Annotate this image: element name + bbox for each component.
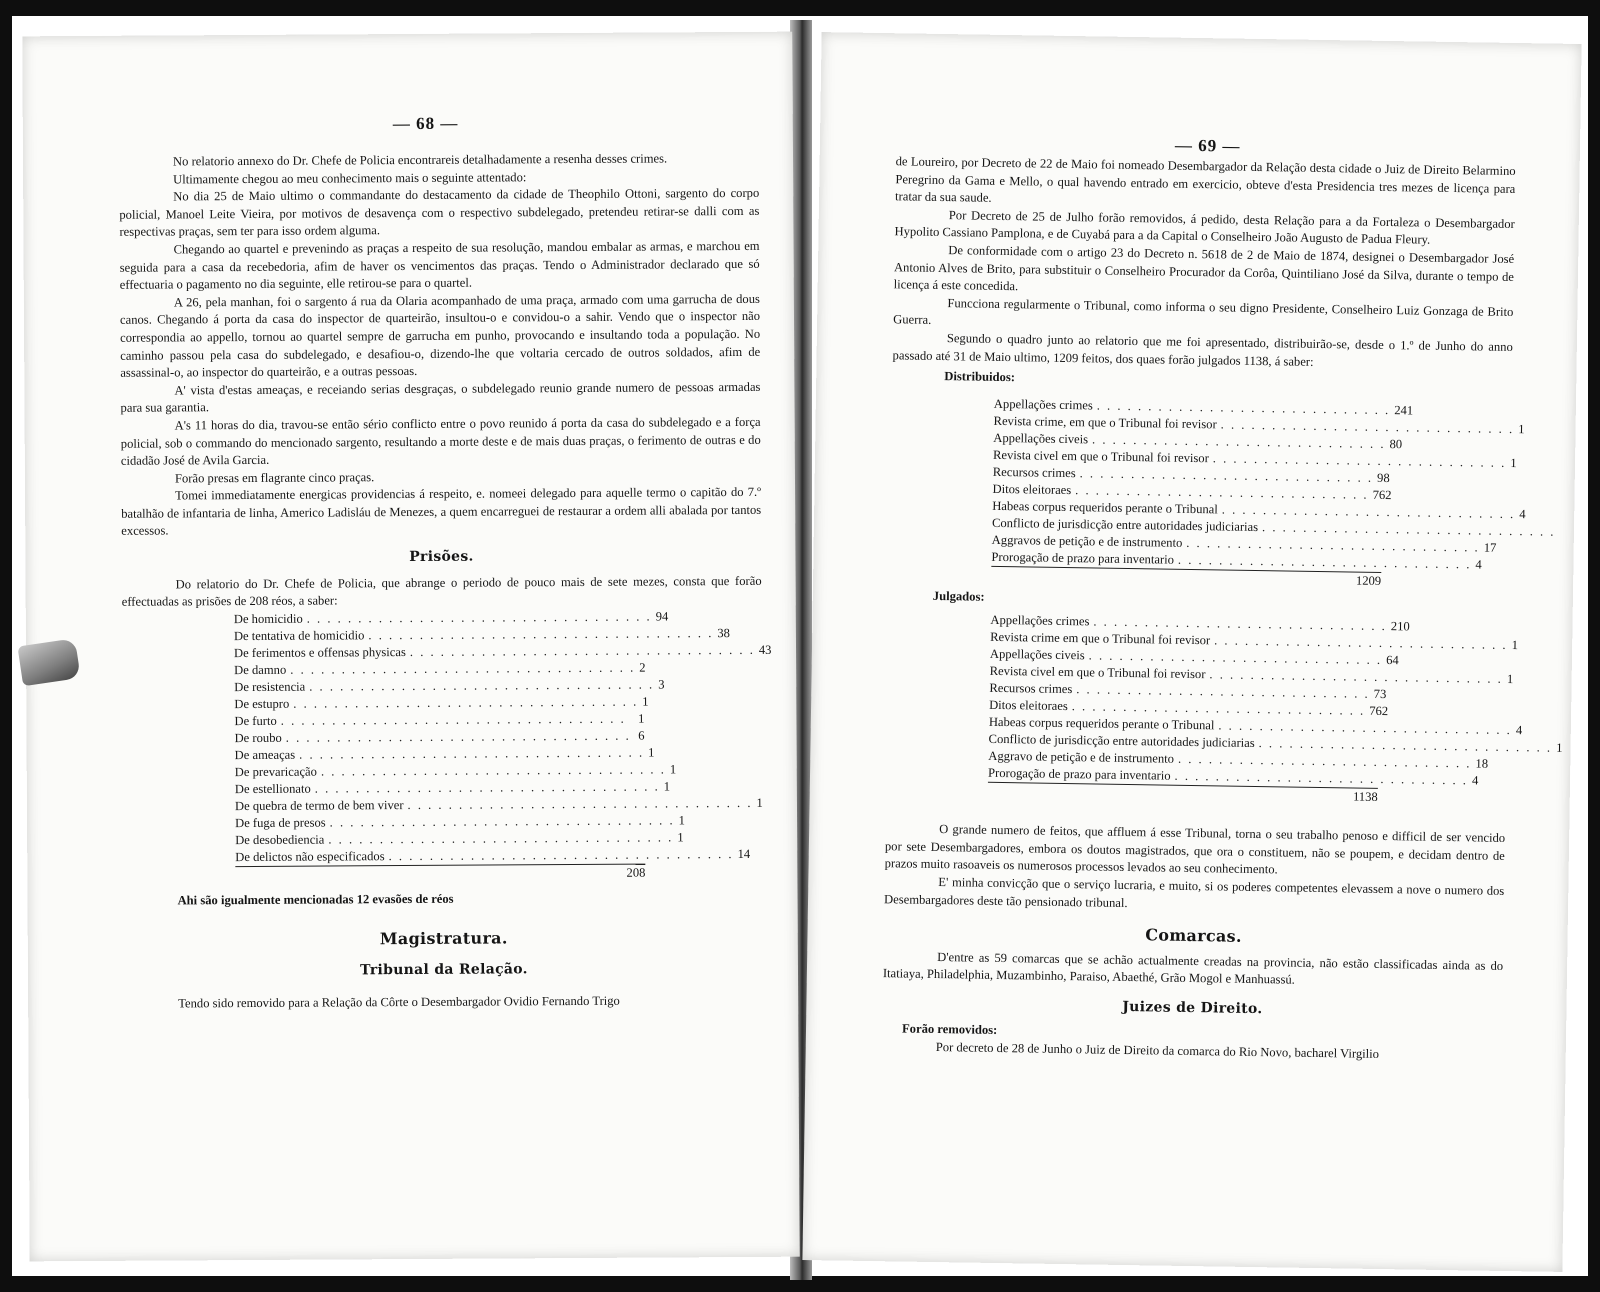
row-value: 1: [669, 762, 677, 777]
row-label: Revista civel em que o Tribunal foi revisor: [989, 663, 1206, 682]
row-value: 1: [1511, 638, 1519, 653]
table-row: Habeas corpus requeridos perante o Tribunal . . . . . . . . . . . . . . . . . . . . . . . . . . . . . 4: [992, 498, 1526, 522]
row-label: De estupro: [234, 696, 290, 711]
row-label: Appellações civeis: [993, 430, 1089, 447]
row-label: Ditos eleitoraes: [989, 697, 1068, 714]
scan-edge-right: [1588, 0, 1600, 1292]
row-value: 1: [642, 694, 649, 709]
row-label: De tentativa de homicidio: [233, 628, 365, 643]
left-page: [22, 32, 799, 1262]
row-value: 1: [1518, 422, 1525, 437]
table-row: Revista crime, em que o Tribunal foi revisor . . . . . . . . . . . . . . . . . . . . . . . . . . . . . 1: [993, 413, 1525, 437]
row-value: 18: [1475, 756, 1489, 771]
table-row: De ameaças . . . . . . . . . . . . . . . . . . . . . . . . . . . . . . . . . . 1: [234, 745, 655, 762]
paragraph: Tomei immediatamente energicas providencias á respeito, e. nomeei delegado para aquelle termo o capitão do 7.º batalhão de infantaria de linha, Americo Ladisláu de Menezes, a quem encarreguei de restaurar a ordem alli abalada por tantos excessos.: [121, 485, 762, 539]
row-value: 17: [1483, 540, 1497, 555]
row-value: 94: [655, 609, 669, 624]
page-number-69: — 69 —: [1174, 135, 1241, 156]
table-row: Recursos crimes . . . . . . . . . . . . . . . . . . . . . . . . . . . . . 98: [992, 464, 1390, 486]
table-row: Conflicto de jurisdicção entre autoridades judiciarias . . . . . . . . . . . . . . . . . . . . . . . . . . . . . 1: [988, 731, 1563, 755]
row-label: Aggravos de petição e de instrumento: [991, 532, 1183, 550]
row-value: 64: [1386, 653, 1399, 668]
scan-edge-left: [0, 0, 12, 1292]
scan-edge-top: [0, 0, 1600, 16]
row-label: Appellações crimes: [990, 612, 1090, 629]
table-row: Appellações civeis . . . . . . . . . . . . . . . . . . . . . . . . . . . . . 64: [989, 646, 1399, 668]
distribuidos-label: Distribuidos:: [944, 369, 1016, 385]
row-value: 1: [678, 813, 685, 828]
table-row: De damno . . . . . . . . . . . . . . . . . . . . . . . . . . . . . . . . . . 2: [234, 660, 646, 677]
table-row: Aggravos de petição e de instrumento . . . . . . . . . . . . . . . . . . . . . . . . . . . . . 17: [991, 532, 1497, 555]
table-row: Conflicto de jurisdicção entre autoridades judiciarias . . . . . . . . . . . . . . . . . . . . . . . . . . . . .: [991, 515, 1556, 539]
row-label: Recursos crimes: [992, 464, 1076, 481]
row-value: 1: [638, 711, 645, 726]
row-label: De prevaricação: [234, 764, 317, 779]
julgados-label: Julgados:: [932, 589, 985, 604]
row-label: Conflicto de jurisdicção entre autoridades judiciarias: [991, 515, 1259, 535]
paragraph: A' vista d'estas ameaças, e receiando serias desgraças, o subdelegado reunio grande numero de pessoas armadas para sua garantia.: [120, 379, 761, 416]
paragraph: E' minha convicção que o serviço lucraria, e muito, si os poderes competentes elevassem a nove o numero dos Desembargadores deste tão pensionado tribunal.: [883, 874, 1505, 910]
section-heading-prisoes: Prisões.: [409, 548, 474, 566]
paragraph: No relatorio annexo do Dr. Chefe de Policia encontrareis detalhadamente a resenha desses crimes.: [172, 151, 668, 169]
row-value: 1: [663, 779, 671, 794]
table-row: Recursos crimes . . . . . . . . . . . . . . . . . . . . . . . . . . . . . 73: [989, 680, 1387, 702]
section-heading-juizes: Juizes de Direito.: [1122, 998, 1263, 1018]
table-row: De roubo . . . . . . . . . . . . . . . . . . . . . . . . . . . . . . . . . . 6: [234, 728, 645, 745]
julgados-total: 1138: [988, 782, 1378, 806]
paragraph: No dia 25 de Maio ultimo o commandante do destacamento da cidade de Theophilo Ottoni, sargento do corpo policial, Manoel Leite Vieira, por motivos de desavença com o respectivo subdelegado, pretendeu retirar-se dalli com as respectivas praças, sem ter para isso ordem alguma.: [119, 186, 760, 240]
section-heading-comarcas: Comarcas.: [1145, 925, 1242, 946]
evasoes-line: Ahi são igualmente mencionadas 12 evasões de réos: [177, 891, 454, 908]
row-value: 762: [1369, 703, 1389, 719]
row-label: De fuga de presos: [235, 815, 326, 830]
row-label: De homicidio: [233, 611, 303, 626]
table-row: De prevaricação . . . . . . . . . . . . . . . . . . . . . . . . . . . . . . . . . . 1: [234, 762, 677, 779]
left-page-body: [119, 150, 772, 1013]
table-row: Habeas corpus requeridos perante o Tribunal . . . . . . . . . . . . . . . . . . . . . . . . . . . . . 4: [988, 714, 1523, 738]
table-row: Revista civel em que o Tribunal foi revisor . . . . . . . . . . . . . . . . . . . . . . . . . . . . . 1: [992, 447, 1517, 471]
row-label: De damno: [234, 662, 287, 677]
page-number-68: — 68 —: [392, 113, 459, 134]
row-value: 4: [1475, 557, 1482, 572]
paragraph: Forão presas em flagrante cinco praças.: [174, 469, 375, 486]
table-row: Appellações civeis . . . . . . . . . . . . . . . . . . . . . . . . . . . . . 80: [993, 430, 1403, 452]
paragraph: Chegando ao quartel e prevenindo as praças a respeito de sua resolução, mandou embalar as armas, e marchou em seguida para a casa da recebedoria, afim de haver os vencimentos das praças. Tendo o Administrador declarado que só effectuaria o pagamento no dia seguinte, elle retirou-se para o quartel.: [119, 238, 760, 292]
paper-tab-shadow: [17, 638, 80, 686]
table-row: De fuga de presos . . . . . . . . . . . . . . . . . . . . . . . . . . . . . . . . . . 1: [235, 813, 685, 830]
distribuidos-table: [991, 396, 1556, 572]
row-value: 241: [1394, 403, 1414, 418]
distribuidos-total: 1209: [991, 566, 1381, 590]
row-label: De ameaças: [234, 747, 296, 762]
row-label: Prorogação de prazo para inventario: [987, 765, 1171, 783]
row-value: 2: [639, 660, 646, 675]
row-label: Revista civel em que o Tribunal foi revisor: [992, 447, 1209, 466]
paragraph: Funcciona regularmente o Tribunal, como informa o seu digno Presidente, Conselheiro Luiz Gonzaga de Brito Guerra.: [893, 295, 1514, 328]
table-row: Revista crime em que o Tribunal foi revisor . . . . . . . . . . . . . . . . . . . . . . . . . . . . . 1: [990, 629, 1519, 653]
table-row: De desobediencia . . . . . . . . . . . . . . . . . . . . . . . . . . . . . . . . . . 1: [235, 830, 684, 847]
table-row: Prorogação de prazo para inventario . . . . . . . . . . . . . . . . . . . . . . . . . . . . . 4: [987, 765, 1479, 788]
row-label: Revista crime, em que o Tribunal foi revisor: [993, 413, 1217, 432]
row-value: 6: [638, 728, 645, 743]
table-row: De estellionato . . . . . . . . . . . . . . . . . . . . . . . . . . . . . . . . . . 1: [234, 779, 671, 796]
prisoes-intro: Do relatorio do Dr. Chefe de Policia, que abrange o periodo de pouco mais de sete mezes, consta que forão effectuadas as prisões de 208 réos, a saber:: [121, 573, 762, 610]
row-value: 1: [1556, 740, 1563, 755]
table-row: Revista civel em que o Tribunal foi revisor . . . . . . . . . . . . . . . . . . . . . . . . . . . . . 1: [989, 663, 1514, 687]
row-label: Revista crime em que o Tribunal foi revisor: [990, 629, 1211, 648]
row-value: 210: [1390, 619, 1410, 634]
row-label: De ferimentos e offensas physicas: [233, 644, 406, 660]
right-page: [802, 32, 1581, 1272]
row-value: 38: [717, 625, 730, 640]
row-label: Aggravo de petição e de instrumento: [988, 748, 1175, 766]
row-label: Habeas corpus requeridos perante o Tribunal: [988, 714, 1215, 733]
row-value: 14: [737, 846, 751, 861]
right-page-body: [882, 153, 1563, 1065]
table-row: Appellações crimes . . . . . . . . . . . . . . . . . . . . . . . . . . . . . 241: [993, 396, 1414, 418]
paragraph: A 26, pela manhan, foi o sargento á rua da Olaria acompanhado de uma praça, armado com uma garrucha de dous canos. Chegando á porta da casa do inspector de quarteirão, insultou-o e convidou-o a sahir. Vendo que o inspector não correspondia ao appello, tornou ao quartel sempre de garrucha em punho, provocando e insultando toda a população. No caminho passou pela casa do subdelegado, e desafiou-o, dizendo-lhe que voltaria cercado de outros soldados, afim de assassinal-o, ao inspector do quarteirão, e a outras pessoas.: [119, 291, 761, 380]
row-label: De delictos não especificados: [235, 849, 385, 864]
paragraph: Tendo sido removido para a Relação da Côrte o Desembargador Ovidio Fernando Trigo: [178, 993, 620, 1011]
row-value: 4: [1471, 773, 1479, 788]
row-label: De resistencia: [234, 679, 306, 694]
prisoes-total: 208: [235, 863, 645, 884]
paragraph: Segundo o quadro junto ao relatorio que me foi apresentado, distribuirão-se, desde o 1.º de Junho do anno passado até 31 de Maio ultimo, 1209 feitos, dos quaes forão julgados 1138, á saber:: [892, 331, 1513, 369]
table-row: De tentativa de homicidio . . . . . . . . . . . . . . . . . . . . . . . . . . . . . . . . . . 38: [233, 625, 730, 643]
row-value: 43: [758, 642, 772, 657]
paragraph: Por decreto de 28 de Junho o Juiz de Direito da comarca do Rio Novo, bacharel Virgilio: [935, 1040, 1380, 1062]
section-heading-magistratura: Magistratura.: [379, 928, 508, 949]
paragraph: Por Decreto de 25 de Julho forão removidos, á pedido, desta Relação para a da Fortaleza o Desembargador Hypolito Cassiano Pamplona, e de Cuyabá para a da Capital o Conselheiro João Augusto de Padua Fleury.: [894, 207, 1515, 248]
paragraph: D'entre as 59 comarcas que se achão actualmente creadas na provincia, não estão classificadas ainda as do Itatiaya, Philadelphia, Muzambinho, Paraiso, Abaethé, Grão Mogol e Manhuassú.: [882, 949, 1504, 987]
row-value: 3: [658, 677, 665, 692]
row-label: Appellações civeis: [989, 646, 1085, 663]
table-row: De estupro . . . . . . . . . . . . . . . . . . . . . . . . . . . . . . . . . . 1: [234, 694, 649, 711]
table-row: De delictos não especificados . . . . . . . . . . . . . . . . . . . . . . . . . . . . . . . . . . 14: [235, 846, 751, 864]
row-label: De furto: [234, 713, 277, 728]
row-value: 73: [1373, 686, 1387, 702]
row-value: 98: [1377, 471, 1390, 486]
row-label: Habeas corpus requeridos perante o Tribunal: [992, 498, 1218, 517]
row-value: 4: [1515, 723, 1523, 738]
paragraph: de Loureiro, por Decreto de 22 de Maio foi nomeado Desembargador da Relação desta cidade o Juiz de Direito Belarmino Peregrino da Gama e Mello, o qual havendo entrado em exercicio, obteve d'esta Presidencia tres mezes de licença para tratar da sua saude.: [895, 154, 1516, 205]
paragraph: Ultimamente chegou ao meu conhecimento mais o seguinte attentado:: [173, 169, 527, 187]
julgados-table: [987, 612, 1563, 788]
row-label: De quebra de termo de bem viver: [234, 797, 404, 813]
forao-removidos-label: Forão removidos:: [901, 1021, 998, 1038]
paragraph: De conformidade com o artigo 23 do Decreto n. 5618 de 2 de Maio de 1874, designei o Desembargador José Antonio Alves de Brito, para substituir o Conselheiro Procurador da Corôa, Quintiliano José da Silva, durante o tempo de licença á este concedida.: [893, 243, 1515, 294]
row-label: De desobediencia: [235, 832, 325, 847]
row-label: Recursos crimes: [989, 680, 1073, 697]
row-label: Ditos eleitoraes: [992, 481, 1072, 498]
row-value: 1: [1506, 672, 1514, 687]
paragraph: A's 11 horas do dia, travou-se então sério conflicto entre o povo reunido á porta da casa do subdelegado e a força policial, sob o commando do mencionado sargento, resultando a morte deste e de mais duas praças, o ferimento de outras e do cidadão José de Avila Garcia.: [120, 414, 761, 468]
table-row: Ditos eleitoraes . . . . . . . . . . . . . . . . . . . . . . . . . . . . . 762: [992, 481, 1392, 503]
row-value: 1: [756, 795, 763, 810]
row-label: Conflicto de jurisdicção entre autoridades judiciarias: [988, 731, 1255, 751]
table-row: Aggravo de petição e de instrumento . . . . . . . . . . . . . . . . . . . . . . . . . . . . . 18: [988, 748, 1489, 771]
row-value: 4: [1519, 507, 1526, 522]
table-row: De ferimentos e offensas physicas . . . . . . . . . . . . . . . . . . . . . . . . . . . . . . . . . . 43: [233, 642, 772, 660]
table-row: Ditos eleitoraes . . . . . . . . . . . . . . . . . . . . . . . . . . . . . 762: [989, 697, 1389, 719]
table-row: De homicidio . . . . . . . . . . . . . . . . . . . . . . . . . . . . . . . . . . 94: [233, 609, 669, 626]
row-value: 1: [648, 745, 655, 760]
section-heading-tribunal: Tribunal da Relação.: [360, 961, 528, 979]
row-value: 1: [1510, 456, 1517, 471]
row-label: De estellionato: [234, 781, 311, 796]
table-row: Appellações crimes . . . . . . . . . . . . . . . . . . . . . . . . . . . . . 210: [990, 612, 1410, 634]
row-label: De roubo: [234, 730, 282, 745]
row-value: 1: [677, 830, 684, 845]
table-row: De furto . . . . . . . . . . . . . . . . . . . . . . . . . . . . . . . . . . 1: [234, 711, 645, 728]
prisoes-table: [233, 608, 772, 865]
row-value: 80: [1389, 437, 1403, 452]
paragraph: O grande numero de feitos, que affluem á esse Tribunal, torna o seu trabalho penoso e difficil de ser vencido por sete Desembargadores, embora os doutos magistrados, que ora o constituem, não se poupem, e decidam dentro de prazos muito rasoaveis os numerosos processos levados ao seu conhecimento.: [884, 822, 1506, 877]
table-row: De resistencia . . . . . . . . . . . . . . . . . . . . . . . . . . . . . . . . . . 3: [234, 677, 665, 694]
row-label: Appellações crimes: [993, 396, 1093, 413]
row-label: Prorogação de prazo para inventario: [991, 549, 1175, 567]
table-row: Prorogação de prazo para inventario . . . . . . . . . . . . . . . . . . . . . . . . . . . . . 4: [991, 549, 1482, 572]
table-row: De quebra de termo de bem viver . . . . . . . . . . . . . . . . . . . . . . . . . . . . . . . . . . 1: [234, 795, 763, 813]
row-value: 762: [1372, 487, 1392, 503]
